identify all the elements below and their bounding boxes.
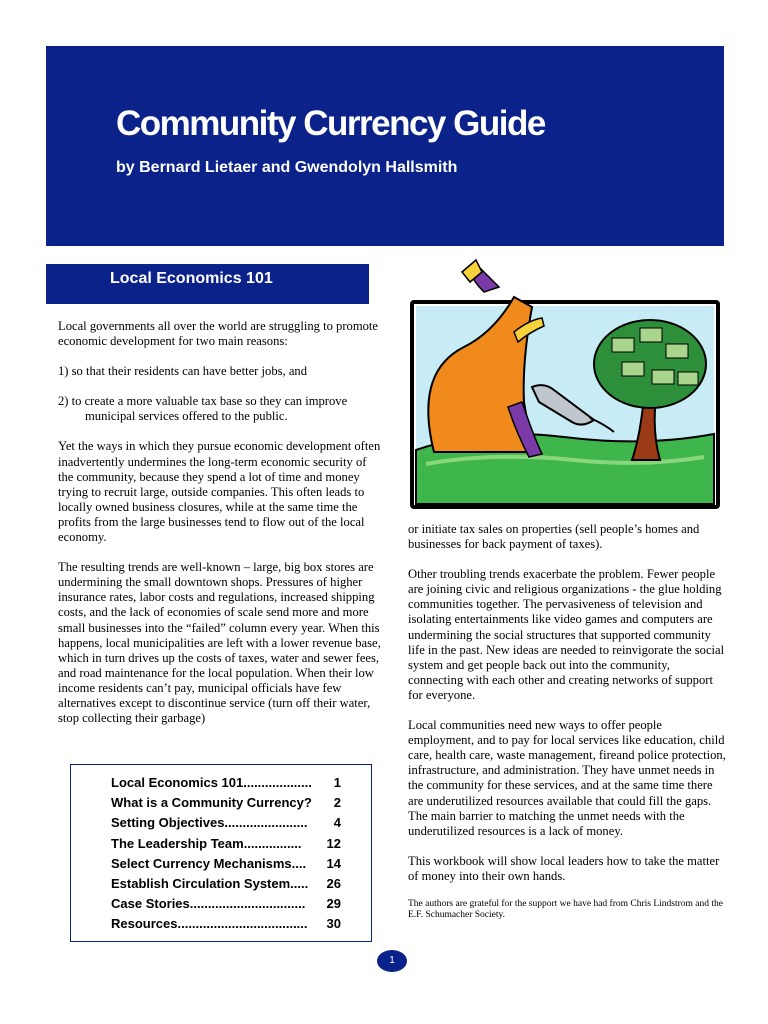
toc-entry-page: 12 [326, 835, 341, 851]
paragraph: or initiate tax sales on properties (sell people’s homes and businesses for back payment of taxes). [408, 522, 700, 552]
acknowledgement-note: The authors are grateful for the support we have had from Chris Lindstrom and the E.F. Schumacher Society. [408, 898, 723, 920]
toc-entry [111, 815, 341, 835]
section-heading-bar [46, 264, 369, 304]
toc-entry-label: The Leadership Team [111, 835, 244, 851]
toc-entry [111, 856, 341, 876]
toc-entry-leader: ................ [243, 835, 302, 851]
title-banner [46, 46, 724, 246]
toc-entry-label: Local Economics 101 [111, 775, 244, 790]
toc-entry-leader: .... [291, 855, 307, 871]
section-heading: Local Economics 101 [110, 270, 273, 287]
toc-entry-page: 1 [333, 775, 341, 790]
toc-entry [111, 775, 341, 795]
toc-entry-label: What is a Community Currency? [111, 795, 312, 811]
document-byline: by Bernard Lietaer and Gwendolyn Hallsmith [116, 159, 458, 176]
toc-entry-leader: ....................... [224, 815, 308, 831]
toc-entry-page: 29 [326, 896, 341, 912]
list-item: 1) so that their residents can have better jobs, and [58, 364, 307, 379]
paragraph: Other troubling trends exacerbate the problem. Fewer people are joining civic and religious organizations - the glue holding communities together. The pervasiveness of television and isolating entertainments like video games and computers are undermining the social structures that supported community life in the past. New ideas are needed to reinvigorate the social system and get people back out into the community, connecting with each other and creating networks of support for everyone. [408, 567, 725, 702]
paragraph: Local communities need new ways to offer people employment, and to pay for local services like education, child care, health care, waste management, fireand police protection, infrastructure, and administration. They have unmet needs in the community for these services, and at the same time there are underutilized resources available that could fill the gaps. The main barrier to matching the unmet needs with the underutilized resources is a lack of money. [408, 718, 726, 838]
page-number: 1 [377, 950, 407, 972]
toc-entry-page: 30 [326, 916, 341, 932]
list-item: 2) to create a more valuable tax base so they can improve municipal services offered to the public. [58, 394, 348, 424]
table-of-contents [70, 764, 372, 942]
toc-entry-page: 14 [326, 855, 341, 871]
toc-entry-page: 26 [326, 875, 341, 891]
toc-entry-label: Establish Circulation System [111, 875, 291, 891]
toc-entry [111, 876, 341, 896]
toc-entry-label: Case Stories [111, 896, 190, 912]
toc-entry [111, 836, 341, 856]
toc-entry-label: Setting Objectives [111, 815, 225, 831]
paragraph: Local governments all over the world are struggling to promote economic development for two main reasons: [58, 319, 379, 349]
toc-entry-leader: ..... [290, 875, 309, 891]
right-column [408, 522, 726, 936]
toc-entry-leader: ................... [243, 775, 312, 790]
toc-entry [111, 896, 341, 916]
toc-entry-leader: .................................... [177, 916, 308, 932]
toc-entry-leader: ................................ [189, 896, 306, 912]
toc-entry-leader [312, 795, 334, 815]
toc-entry [111, 916, 341, 936]
paragraph: The resulting trends are well-known – large, big box stores are undermining the small downtown shops. Pressures of higher insurance rates, labor costs and regulations, increased shipping costs, and the lack of economies of scale send more and more small businesses into the “failed” column every year. When this happens, local municipalities are left with a lower revenue base, which in turn drives up the costs of taxes, water and sewer fees, and road maintenance for the local population. When their low income residents can’t pay, municipal officials have few alternatives except to discontinue service (turn off their water, stop collecting their garbage) [58, 560, 381, 726]
toc-entry-page: 2 [333, 795, 341, 811]
watering-money-tree-illustration [404, 252, 722, 514]
paragraph: This workbook will show local leaders how to take the matter of money into their own hands. [408, 853, 720, 883]
toc-entry-page: 4 [333, 815, 341, 831]
paragraph: Yet the ways in which they pursue economic development often inadvertently undermines the long-term economic security of the community, because they spend a lot of time and money trying to recruit large, outside companies. This often leads to locally owned business closures, while at the same time the profits from the large businesses tend to flow out of the local economy. [58, 439, 381, 545]
toc-entry [111, 795, 341, 815]
toc-list [111, 775, 341, 937]
document-title: Community Currency Guide [116, 104, 545, 143]
toc-entry-label: Select Currency Mechanisms [111, 855, 292, 871]
left-column [58, 319, 384, 741]
toc-entry-label: Resources [111, 916, 178, 932]
